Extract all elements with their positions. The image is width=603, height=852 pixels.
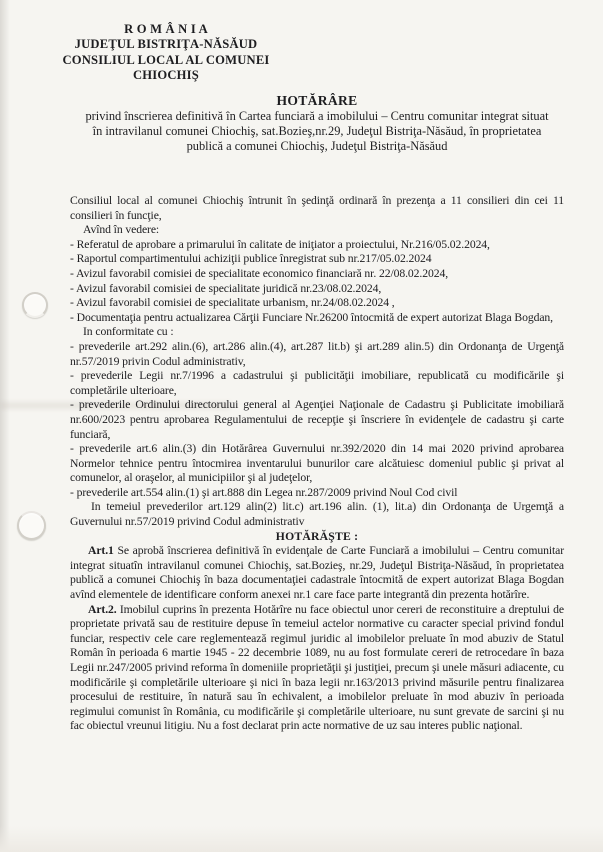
- provision-item: - prevederile Ordinului directorului general al Agenţiei Naţionale de Cadastru şi Publicitate imobiliară nr.600/2023 pentru aprobarea Regulamentului de recepţie şi înscriere în evidenţele de cadastru şi carte funciară,: [70, 398, 564, 441]
- letterhead-county: JUDEŢUL BISTRIŢA-NĂSĂUD: [74, 37, 258, 52]
- article-1-paragraph: [70, 544, 564, 602]
- provision-item: - prevederile Legii nr.7/1996 a cadastrului şi publicităţii imobiliare, republicată cu modificările şi completările ulterioare,: [70, 369, 564, 397]
- provision-item: - prevederile art.554 alin.(1) şi art.888 din Legea nr.287/2009 privind Noul Cod civil: [70, 485, 458, 499]
- scan-left-edge-shadow: [0, 0, 10, 852]
- document-subtitle-line: privind înscrierea definitivă în Cartea funciară a imobilului – Centru comunitar integrat situat: [85, 109, 549, 123]
- document-body: [70, 194, 564, 734]
- article-2-text: Imobilul cuprins în prezenta Hotărîre nu face obiectul unor cereri de reconstituire a dreptului de proprietate privată sau de restituire depuse în temeiul actelor normative cu caracter special privind fondul funciar, respectiv cele care reglementează regimul juridic al imobilelor preluate în mod abuziv de Statul Român în perioada 6 martie 1945 - 22 decembrie 1089, nu au fost formulate cereri de retrocedare în baza Legii nr.247/2005 privind reforma în domeniile proprietăţii şi justiţiei, precum şi unele măsuri adiacente, cu modificările şi completările ulterioare şi nici în baza legii nr.163/2013 privind măsurile pentru finalizarea procesului de restituire, în natură sau în echivalent, a imobilelor preluate în mod abuziv în perioada regimului comunist în România, cu modificările şi completările ulterioare, nu sunt grevate de sarcini şi nu fac obiectul vreunui litigiu. Nu a fost declarat prin acte normative de uz sau interes public naţional.: [70, 602, 564, 733]
- preamble-paragraph: Consiliul local al comunei Chiochiş întrunit în şedinţă ordinară în prezenţa a 11 consilieri din cei 11 consilieri în funcţie,: [70, 194, 564, 222]
- scan-bottom-edge-shade: [0, 826, 603, 852]
- letterhead-council: CONSILIUL LOCAL AL COMUNEI: [62, 52, 270, 67]
- legal-basis-paragraph: In temeiul prevederilor art.129 alin(2) lit.c) art.196 alin. (1), lit.a) din Ordonanţa de Urgemţă a Guvernului nr.57/2019 privind Codul administrativ: [70, 500, 564, 529]
- article-1-text: Se aprobă înscrierea definitivă în evidenţale de Carte Funciară a imobilului – Centru comunitar integrat situatîn intravilanul comunei Chiochiş, sat.Bozieş, nr.29, Judeţul Bistriţa-Năsăud, în proprietatea publică a comunei Chiochiş în baza documentaţiei cadastrale întocmită de expert autorizat Blaga Bogdan avînd elementele de identificare conform anexei nr.1 care face parte integrantă din prezenta hotărîre.: [70, 544, 564, 602]
- list-item: - Avizul favorabil comisiei de specialitate urbanism, nr.24/08.02.2024 ,: [70, 296, 395, 310]
- document-title: HOTĂRÂRE: [276, 93, 358, 108]
- having-regard-heading: Avînd în vedere:: [83, 223, 160, 237]
- article-2-label: Art.2.: [88, 602, 117, 616]
- provision-item: - prevederile art.6 alin.(3) din Hotărârea Guvernului nr.392/2020 din 14 mai 2020 privind aprobarea Normelor tehnice pentru întocmirea inventarului bunurilor care alcătuiesc domeniul public şi privat al comunelor, al oraşelor, al municipiilor şi al judeţelor,: [70, 442, 564, 485]
- list-item: - Avizul favorabil comisiei de specialitate economico financiară nr. 22/08.02.2024,: [70, 266, 449, 280]
- title-block: [55, 93, 579, 154]
- article-1-label: Art.1: [88, 544, 114, 558]
- document-subtitle-line: publică a comunei Chiochiş, Judeţul Bistriţa-Năsăud: [186, 138, 448, 153]
- document-subtitle-line: în intravilanul comunei Chiochiş, sat.Bozieş,nr.29, Judeţul Bistriţa-Năsăud, în proprietatea: [92, 123, 542, 138]
- list-item: - Raportul compartimentului achiziţii publice înregistrat sub nr.217/05.02.2024: [70, 252, 432, 266]
- list-item: - Avizul favorabil comisiei de specialitate juridică nr.23/08.02.2024,: [70, 281, 382, 295]
- conformity-heading: In conformitate cu :: [83, 325, 174, 339]
- provision-item: - prevederile art.292 alin.(6), art.286 alin.(4), art.287 lit.b) şi art.289 alin.5) din Ordonanţa de Urgenţă nr.57/2019 privin Codul administrativ,: [70, 339, 564, 368]
- decides-heading: HOTĂRĂŞTE :: [275, 529, 359, 543]
- letterhead-commune: CHIOCHIŞ: [133, 68, 199, 83]
- letterhead-country: R O M Â N I A: [124, 22, 208, 36]
- hole-punch-mark-top: [22, 292, 48, 318]
- letterhead: [58, 22, 274, 84]
- hole-punch-mark-bottom: [17, 511, 46, 540]
- list-item: - Referatul de aprobare a primarului în calitate de iniţiator a proiectului, Nr.216/05.02.2024,: [70, 237, 490, 251]
- article-2-paragraph: [70, 603, 564, 734]
- list-item: - Documentaţia pentru actualizarea Cărţii Funciare Nr.26200 întocmită de expert autorizat Blaga Bogdan,: [70, 310, 553, 324]
